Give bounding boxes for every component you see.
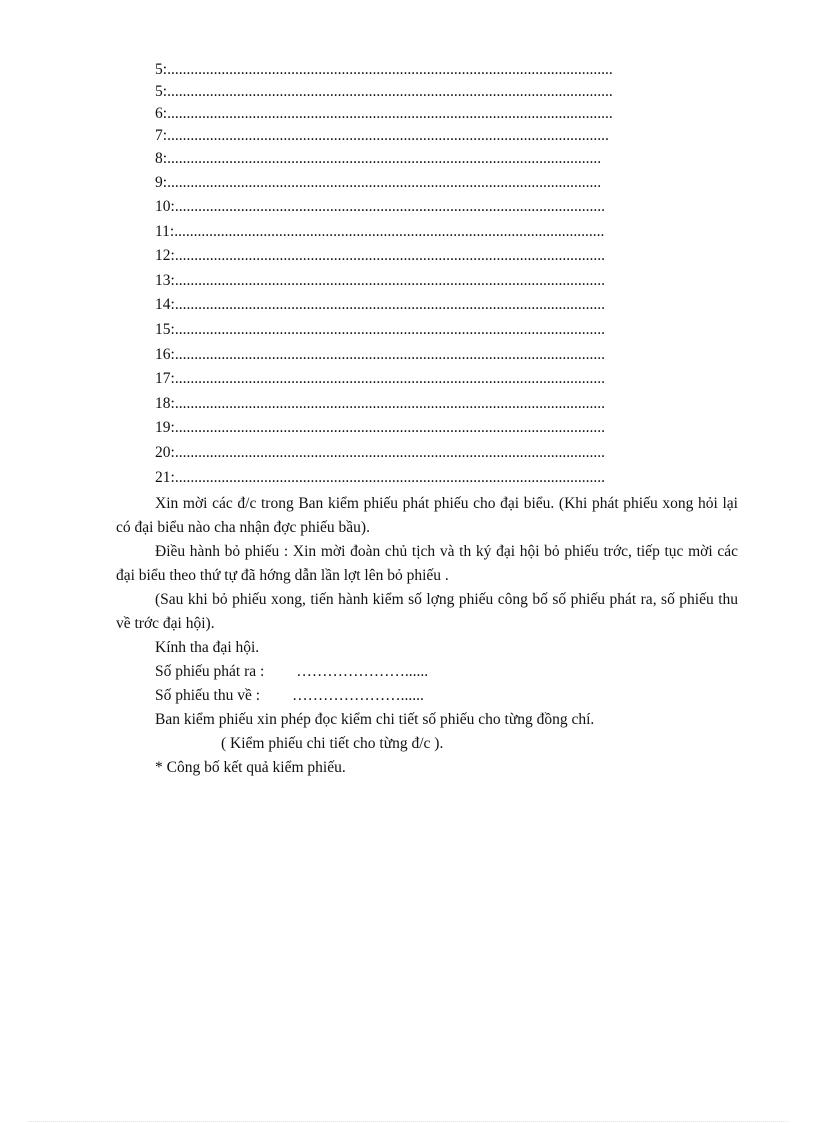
line-dots: ...............................................................................................................	[174, 394, 605, 412]
line-number: 10:	[155, 198, 175, 215]
list-line	[155, 367, 735, 392]
line-number: 8:	[155, 150, 168, 167]
line-number: 12:	[155, 247, 175, 265]
so-phieu-phat-line	[116, 660, 738, 684]
list-line	[155, 293, 735, 318]
line-dots: ...............................................................................................................	[174, 222, 605, 240]
line-number: 6:	[155, 105, 168, 122]
line-dots: ...............................................................................................................	[174, 468, 605, 486]
line-dots: ...............................................................................................................	[174, 296, 605, 314]
list-line	[155, 103, 735, 125]
line-dots: ................................................................................................................	[167, 150, 602, 167]
paragraph-dieu-hanh: Điều hành bỏ phiếu : Xin mời đoàn chủ tịch và th ký đại hội bỏ phiếu trớc, tiếp tục mời các đại biểu theo thứ tự đã hớng dẫn lần lợt lên bỏ phiếu .	[116, 543, 738, 584]
kiem-phieu-chi-tiet-line: ( Kiểm phiếu chi tiết cho từng đ/c ).	[221, 735, 444, 752]
line-number: 16:	[155, 345, 175, 363]
list-line	[155, 269, 735, 294]
footer-rule	[28, 1121, 788, 1122]
list-line	[155, 466, 735, 491]
list-line	[155, 416, 735, 441]
so-phieu-phat-value: …………………......	[296, 663, 429, 680]
list-line	[155, 343, 735, 368]
line-dots: ...................................................................................................................	[167, 105, 613, 122]
list-line	[155, 59, 735, 81]
body-text	[116, 492, 738, 780]
line-dots: ...............................................................................................................	[174, 271, 605, 289]
paragraph-phat-phieu: Xin mời các đ/c trong Ban kiểm phiếu phát phiếu cho đại biểu. (Khi phát phiếu xong hỏi lại có đại biểu nào cha nhận đợc phiếu bầu).	[116, 495, 738, 536]
line-dots: ...............................................................................................................	[174, 419, 605, 437]
line-number: 17:	[155, 370, 175, 388]
list-line	[155, 441, 735, 466]
line-number: 18:	[155, 394, 175, 412]
line-number: 21:	[155, 468, 175, 486]
line-number: 15:	[155, 320, 175, 338]
list-line	[155, 81, 735, 103]
line-number: 13:	[155, 271, 175, 289]
line-number: 5:	[155, 61, 168, 78]
line-number: 5:	[155, 83, 168, 100]
line-dots: ...............................................................................................................	[174, 247, 605, 265]
line-number: 7:	[155, 127, 168, 144]
line-dots: ...................................................................................................................	[167, 83, 613, 100]
line-dots: ...............................................................................................................	[174, 198, 605, 215]
ban-kiem-phieu-line: Ban kiểm phiếu xin phép đọc kiểm chi tiết số phiếu cho từng đồng chí.	[155, 711, 595, 728]
so-phieu-thu-label: Số phiếu thu về :	[155, 687, 261, 704]
list-line	[155, 171, 735, 195]
cong-bo-ket-qua-line: * Công bố kết quả kiểm phiếu.	[155, 759, 346, 776]
line-number: 14:	[155, 296, 175, 314]
line-dots: ..................................................................................................................	[167, 127, 609, 144]
line-number: 19:	[155, 419, 175, 437]
kinh-thua-line: Kính tha đại hội.	[155, 639, 260, 656]
line-number: 20:	[155, 443, 175, 461]
list-line	[155, 244, 735, 269]
list-line	[155, 392, 735, 417]
so-phieu-thu-line	[116, 684, 738, 708]
line-dots: ...................................................................................................................	[167, 61, 613, 78]
line-dots: ...............................................................................................................	[174, 370, 605, 388]
so-phieu-thu-value: …………………......	[292, 687, 424, 704]
numbered-list	[155, 59, 735, 490]
paragraph-sau-khi-bo-phieu: (Sau khi bỏ phiếu xong, tiến hành kiểm số lợng phiếu công bố số phiếu phát ra, số phiếu thu về trớc đại hội).	[116, 591, 738, 632]
line-dots: ...............................................................................................................	[174, 443, 605, 461]
line-number: 11:	[155, 222, 175, 240]
so-phieu-phat-label: Số phiếu phát ra :	[155, 663, 265, 680]
list-line	[155, 318, 735, 343]
list-line	[155, 220, 735, 245]
line-dots: ...............................................................................................................	[174, 320, 605, 338]
list-line	[155, 125, 735, 147]
list-line	[155, 195, 735, 220]
line-dots: ...............................................................................................................	[174, 345, 605, 363]
list-line	[155, 147, 735, 171]
line-dots: ................................................................................................................	[167, 174, 602, 191]
line-number: 9:	[155, 174, 168, 191]
